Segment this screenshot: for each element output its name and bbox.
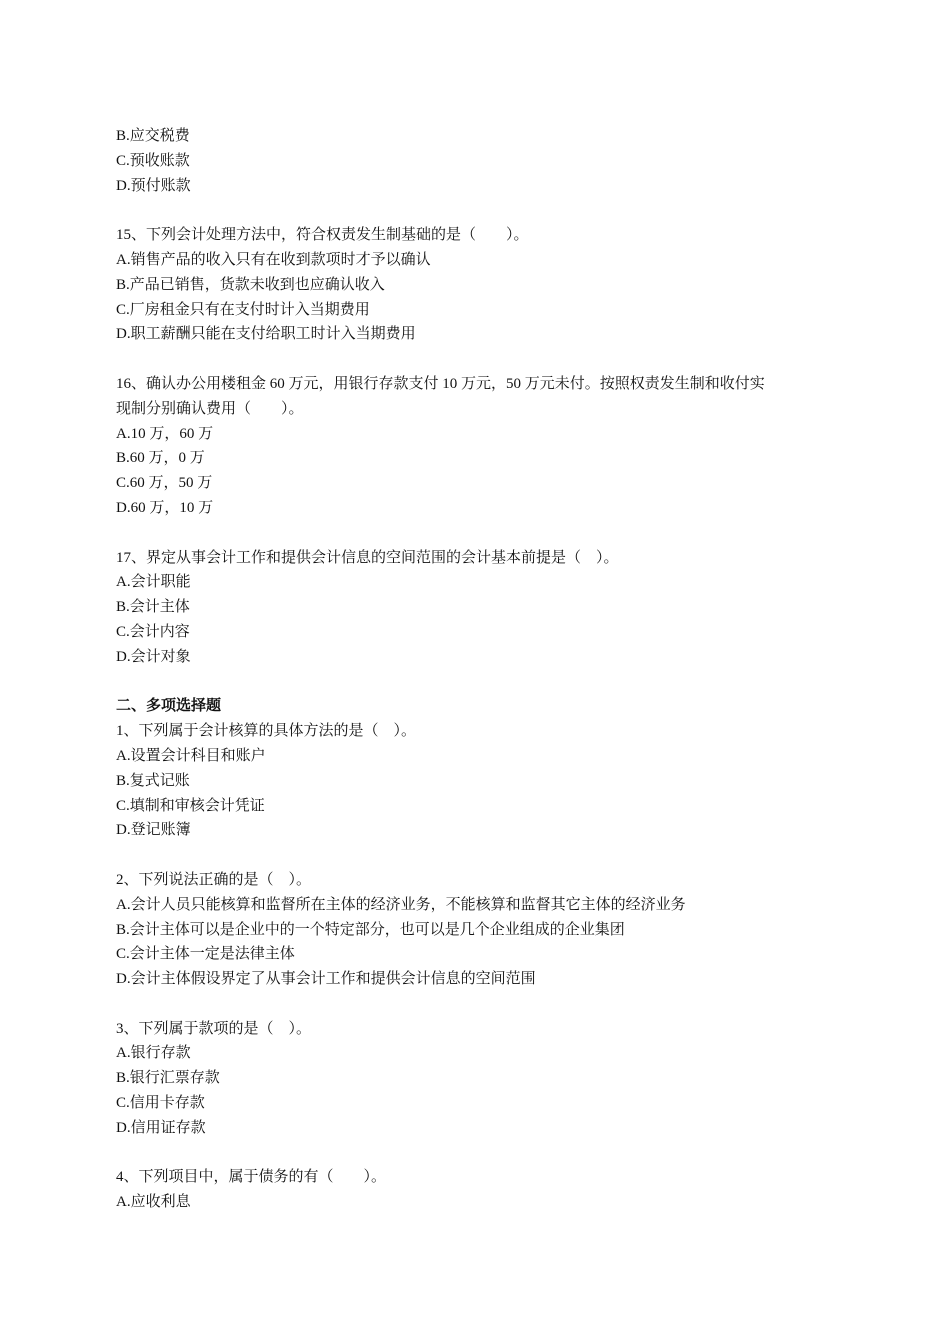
spacer bbox=[116, 992, 846, 1017]
spacer bbox=[116, 521, 846, 546]
option-c: C.会计主体一定是法律主体 bbox=[116, 946, 295, 963]
document-page bbox=[116, 124, 846, 1215]
option-d: D.会计主体假设界定了从事会计工作和提供会计信息的空间范围 bbox=[116, 971, 536, 988]
question-15 bbox=[116, 223, 846, 347]
option-a: A.销售产品的收入只有在收到款项时才予以确认 bbox=[116, 251, 431, 268]
question-16 bbox=[116, 372, 846, 521]
option-d: D.60 万，10 万 bbox=[116, 499, 214, 516]
spacer bbox=[116, 198, 846, 223]
option-a: A.会计人员只能核算和监督所在主体的经济业务，不能核算和监督其它主体的经济业务 bbox=[116, 896, 686, 913]
option-b: B.产品已销售，货款未收到也应确认收入 bbox=[116, 276, 385, 293]
question-stem: 17、界定从事会计工作和提供会计信息的空间范围的会计基本前提是（ ）。 bbox=[116, 549, 619, 566]
question-17 bbox=[116, 546, 846, 670]
option-a: A.应收利息 bbox=[116, 1194, 191, 1211]
multi-question-4 bbox=[116, 1165, 846, 1215]
option-c: C.填制和审核会计凭证 bbox=[116, 797, 265, 814]
previous-question-options bbox=[116, 124, 846, 198]
option-a: A.银行存款 bbox=[116, 1045, 191, 1062]
option-b: B.会计主体可以是企业中的一个特定部分，也可以是几个企业组成的企业集团 bbox=[116, 921, 625, 938]
option-d: D.登记账簿 bbox=[116, 822, 191, 839]
question-stem: 3、下列属于款项的是（ ）。 bbox=[116, 1020, 312, 1037]
option-a: A.10 万，60 万 bbox=[116, 425, 214, 442]
option-b: B.会计主体 bbox=[116, 599, 190, 616]
option-c: C.60 万，50 万 bbox=[116, 475, 213, 492]
multi-question-2 bbox=[116, 868, 846, 992]
option-c: C.预收账款 bbox=[116, 152, 190, 169]
multi-question-1 bbox=[116, 719, 846, 843]
option-c: C.厂房租金只有在支付时计入当期费用 bbox=[116, 301, 370, 318]
multi-question-3 bbox=[116, 1017, 846, 1141]
option-b: B.60 万，0 万 bbox=[116, 450, 205, 467]
question-stem-line-1: 16、确认办公用楼租金 60 万元，用银行存款支付 10 万元，50 万元未付。按照权责发生制和收付实 bbox=[116, 375, 765, 392]
option-d: D.会计对象 bbox=[116, 648, 191, 665]
option-a: A.设置会计科目和账户 bbox=[116, 747, 266, 764]
option-a: A.会计职能 bbox=[116, 574, 191, 591]
option-b: B.复式记账 bbox=[116, 772, 190, 789]
question-stem-line-2: 现制分别确认费用（ ）。 bbox=[116, 400, 304, 417]
question-stem: 2、下列说法正确的是（ ）。 bbox=[116, 871, 312, 888]
option-d: D.信用证存款 bbox=[116, 1119, 206, 1136]
section-title: 二、多项选择题 bbox=[116, 698, 222, 715]
option-c: C.信用卡存款 bbox=[116, 1095, 205, 1112]
option-b: B.银行汇票存款 bbox=[116, 1070, 220, 1087]
question-stem: 4、下列项目中，属于债务的有（ ）。 bbox=[116, 1169, 387, 1186]
spacer bbox=[116, 670, 846, 695]
spacer bbox=[116, 843, 846, 868]
option-d: D.预付账款 bbox=[116, 177, 191, 194]
spacer bbox=[116, 1141, 846, 1166]
option-d: D.职工薪酬只能在支付给职工时计入当期费用 bbox=[116, 326, 416, 343]
option-b: B.应交税费 bbox=[116, 128, 190, 144]
question-stem: 1、下列属于会计核算的具体方法的是（ ）。 bbox=[116, 723, 417, 740]
spacer bbox=[116, 347, 846, 372]
question-stem: 15、下列会计处理方法中，符合权责发生制基础的是（ ）。 bbox=[116, 227, 529, 244]
option-c: C.会计内容 bbox=[116, 623, 190, 640]
